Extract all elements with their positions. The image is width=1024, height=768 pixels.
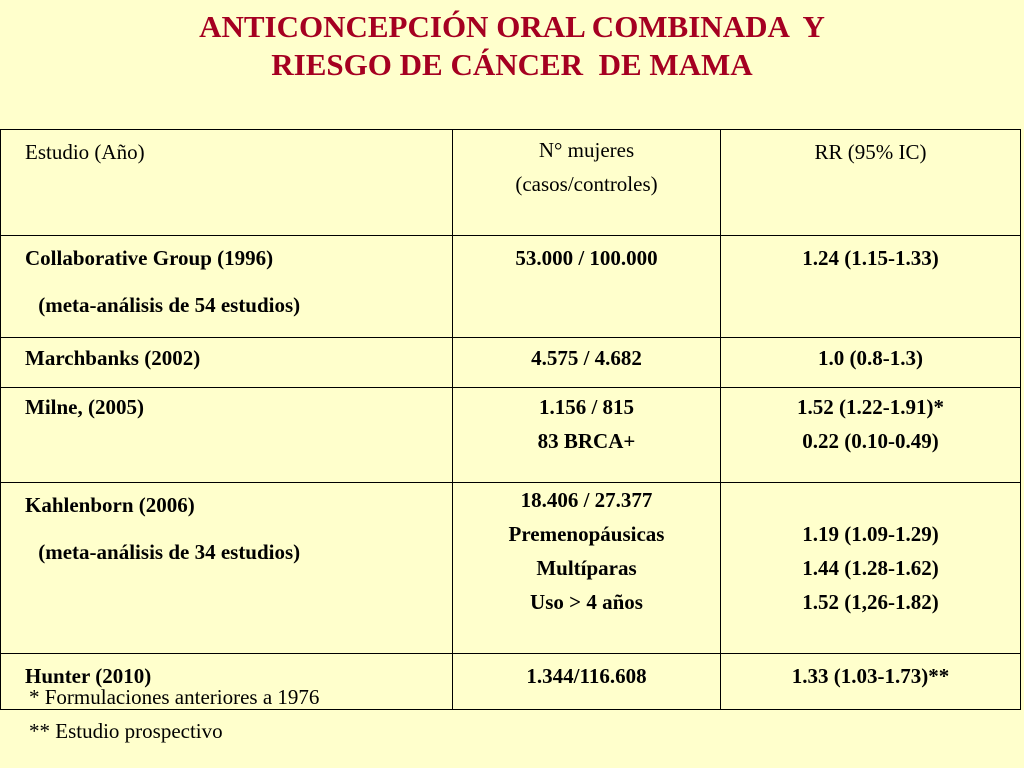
table-row — [1, 236, 1021, 338]
women-value: 4.575 / 4.682 — [531, 346, 642, 370]
study-name: Collaborative Group (1996) — [25, 246, 274, 270]
header-rr-label: RR (95% IC) — [814, 140, 927, 164]
women-value: Uso > 4 años — [530, 590, 643, 614]
study-cell — [1, 338, 453, 388]
study-table — [0, 129, 1021, 710]
study-cell — [1, 388, 453, 483]
study-note: (meta-análisis de 34 estudios) — [33, 540, 301, 564]
footnotes — [29, 680, 319, 748]
rr-value: 1.44 (1.28-1.62) — [802, 556, 939, 580]
rr-value: 1.52 (1.22-1.91)* — [797, 395, 944, 419]
women-value: Premenopáusicas — [508, 522, 665, 546]
header-study-label: Estudio (Año) — [25, 140, 145, 164]
footnote-1: * Formulaciones anteriores a 1976 — [29, 685, 320, 709]
women-cell — [453, 338, 721, 388]
rr-value: 1.52 (1,26-1.82) — [802, 590, 939, 614]
women-cell — [453, 483, 721, 654]
slide-title — [0, 8, 1024, 84]
study-name: Hunter (2010) — [25, 664, 152, 688]
women-value: Multíparas — [536, 556, 637, 580]
table-header-row — [1, 130, 1021, 236]
women-cell — [453, 654, 721, 710]
women-cell — [453, 236, 721, 338]
slide-title-line-2: RIESGO DE CÁNCER DE MAMA — [271, 47, 753, 82]
table-row — [1, 388, 1021, 483]
table-row — [1, 338, 1021, 388]
rr-value: 1.24 (1.15-1.33) — [802, 246, 939, 270]
women-value: 1.156 / 815 — [538, 395, 635, 419]
study-name: Marchbanks (2002) — [25, 346, 201, 370]
women-value: 1.344/116.608 — [526, 664, 647, 688]
rr-cell — [721, 388, 1021, 483]
women-value: 18.406 / 27.377 — [520, 488, 653, 512]
table-row — [1, 483, 1021, 654]
women-cell — [453, 388, 721, 483]
women-value: 53.000 / 100.000 — [515, 246, 658, 270]
header-rr — [721, 130, 1021, 236]
slide-title-line-1: ANTICONCEPCIÓN ORAL COMBINADA Y — [199, 9, 825, 44]
header-study — [1, 130, 453, 236]
rr-cell — [721, 236, 1021, 338]
study-cell — [1, 236, 453, 338]
rr-value: 0.22 (0.10-0.49) — [802, 429, 939, 453]
study-note: (meta-análisis de 54 estudios) — [33, 293, 301, 317]
rr-value: 1.33 (1.03-1.73)** — [791, 664, 950, 688]
study-name: Kahlenborn (2006) — [25, 493, 195, 517]
header-women-label-line-1: N° mujeres — [538, 138, 635, 162]
study-name: Milne, (2005) — [25, 395, 144, 419]
rr-cell — [721, 338, 1021, 388]
rr-cell — [721, 654, 1021, 710]
women-value: 83 BRCA+ — [537, 429, 636, 453]
header-women — [453, 130, 721, 236]
footnote-2: ** Estudio prospectivo — [29, 719, 223, 743]
rr-cell — [721, 483, 1021, 654]
rr-value: 1.19 (1.09-1.29) — [802, 522, 939, 546]
study-cell — [1, 483, 453, 654]
rr-value: 1.0 (0.8-1.3) — [818, 346, 923, 370]
header-women-label-line-2: (casos/controles) — [515, 172, 658, 196]
